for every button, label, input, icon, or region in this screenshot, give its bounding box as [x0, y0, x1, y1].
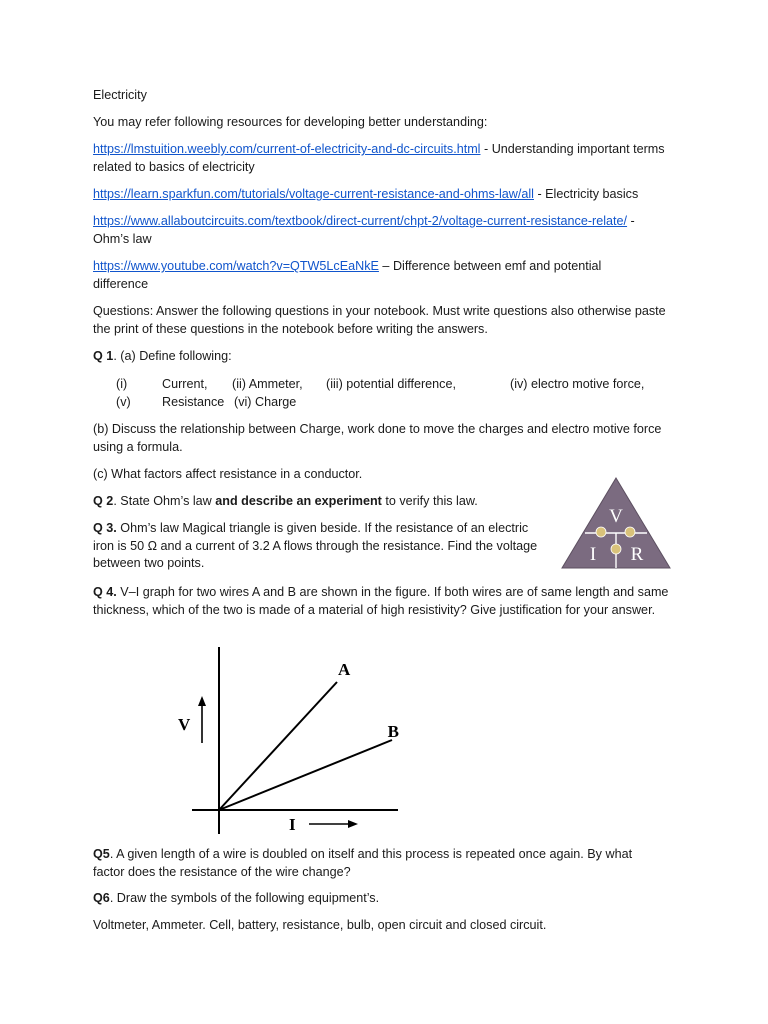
- q6: Q6. Draw the symbols of the following equipment’s.: [93, 891, 380, 905]
- intro-text: You may refer following resources for developing better understanding:: [93, 115, 488, 129]
- resource-link-2[interactable]: https://learn.sparkfun.com/tutorials/voltage-current-resistance-and-ohms-law/all: [93, 187, 534, 201]
- q4: Q 4. V–I graph for two wires A and B are shown in the figure. If both wires are of same length and same thickness, which of the two is made of a material of high resistivity? Give justification for your answer.: [93, 585, 669, 617]
- line-a: [219, 682, 337, 810]
- line-b: [219, 740, 392, 810]
- x-axis-label: I: [289, 815, 296, 834]
- q3: Q 3. Ohm’s law Magical triangle is given beside. If the resistance of an electric iron is 50 Ω and a current of 3.2 A flows through the resistance. Find the voltage between two points.: [93, 521, 538, 570]
- document-title: Electricity: [93, 88, 147, 102]
- instructions: Questions: Answer the following questions in your notebook. Must write questions also otherwise paste the print of these questions in the notebook before writing the answers.: [93, 304, 666, 336]
- multiply-icon: [611, 544, 621, 554]
- x-arrow-icon: [348, 820, 358, 828]
- divide-icon-left: [596, 527, 606, 537]
- triangle-label-r: R: [630, 544, 644, 565]
- resource-4: https://www.youtube.com/watch?v=QTW5LcEaNkE – Difference between emf and potential difference: [93, 259, 602, 291]
- triangle-label-v: V: [609, 506, 623, 527]
- q2: Q 2. State Ohm’s law and describe an experiment to verify this law.: [93, 494, 478, 508]
- triangle-label-i: I: [589, 544, 597, 565]
- q5: Q5. A given length of a wire is doubled on itself and this process is repeated once again. By what factor does the resistance of the wire change?: [93, 847, 633, 879]
- label-b: B: [387, 722, 399, 741]
- divide-icon-right: [625, 527, 635, 537]
- q1-number: Q 1: [93, 349, 114, 363]
- resource-link-3[interactable]: https://www.allaboutcircuits.com/textbook/direct-current/chpt-2/voltage-current-resistance-relate/: [93, 214, 628, 228]
- vi-graph: [170, 640, 400, 840]
- q1-heading: Q 1. (a) Define following:: [93, 349, 232, 363]
- label-a: A: [338, 660, 351, 679]
- ohms-law-triangle: [560, 476, 672, 570]
- resource-1: https://lmstuition.weebly.com/current-of-electricity-and-dc-circuits.html - Understanding important terms related to basics of electricity: [93, 142, 665, 174]
- y-axis-label: V: [178, 715, 191, 734]
- resource-link-1[interactable]: https://lmstuition.weebly.com/current-of-electricity-and-dc-circuits.html: [93, 142, 481, 156]
- resource-link-4[interactable]: https://www.youtube.com/watch?v=QTW5LcEaNkE: [93, 259, 379, 273]
- resource-2: https://learn.sparkfun.com/tutorials/voltage-current-resistance-and-ohms-law/all - Electricity basics: [93, 187, 639, 201]
- resource-3: https://www.allaboutcircuits.com/textbook/direct-current/chpt-2/voltage-current-resistance-relate/ - Ohm’s law: [93, 214, 635, 246]
- y-arrow-icon: [198, 696, 206, 706]
- equipment-list: Voltmeter, Ammeter. Cell, battery, resistance, bulb, open circuit and closed circuit.: [93, 918, 547, 932]
- q1-part-c: (c) What factors affect resistance in a conductor.: [93, 467, 363, 481]
- q1-part-b: (b) Discuss the relationship between Charge, work done to move the charges and electro motive force using a formula.: [93, 422, 662, 454]
